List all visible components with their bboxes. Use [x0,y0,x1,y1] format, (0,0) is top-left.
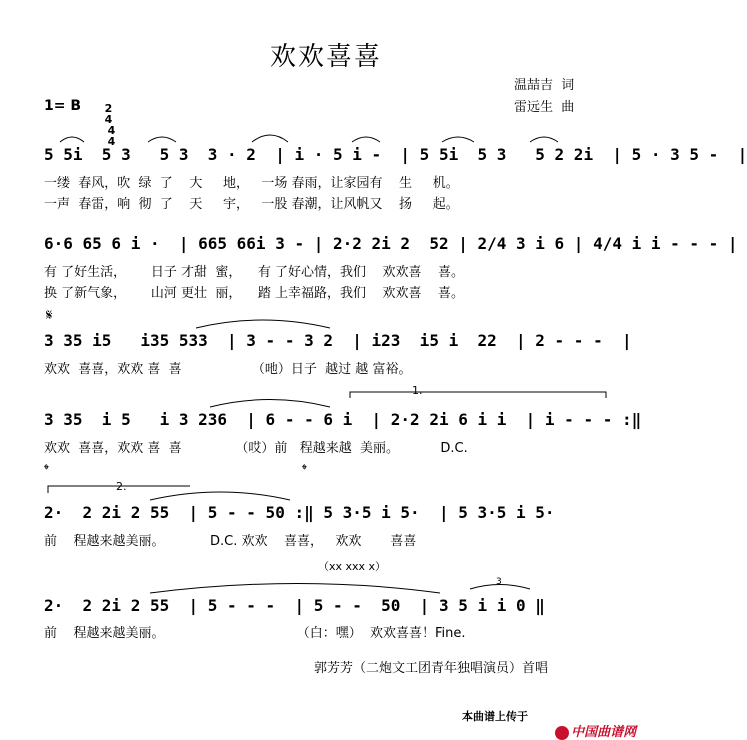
system-6-lyrics: 前 程越来越美丽。 （白：嘿） 欢欢喜喜！Fine. [44,626,466,641]
triplet-label: 3 [496,577,502,587]
system-1-notes: 5 5i 5 3 5 3 3 · 2 | i · 5 i - | 5 5i 5 3 5 2 2i | 5 · 3 5 - | [44,145,747,164]
key-signature: 1= B [44,98,82,114]
coda-sign-left: 𝄌 [44,462,49,478]
system-3-lyrics: 欢欢 喜喜，欢欢 喜 喜 （吔）日子 越过 越 富裕。 [44,362,412,377]
volta-1-label: 1. [412,384,423,397]
slur-2 [148,137,176,142]
slur-6 [530,137,558,142]
lyricist-credit: 温喆吉 词 [514,78,575,93]
site-name: 中国曲谱网 [571,725,637,740]
upload-text: 本曲谱上传于 [462,710,528,723]
slur-8 [210,400,330,408]
slur-5 [442,137,474,142]
time-signature: 2 4 4 4 [104,102,116,148]
system-2-lyrics-verse-1: 有 了好生活， 日子 才甜 蜜， 有 了好心情，我们 欢欢喜 喜。 [44,265,465,280]
system-1-lyrics-verse-2: 一声 春雷，响 彻 了 天 宇， 一股 春潮，让风帆又 扬 起。 [44,197,459,212]
slur-1 [60,137,84,142]
system-2-lyrics-verse-2: 换 了新气象， 山河 更壮 丽， 踏 上幸福路，我们 欢欢喜 喜。 [44,286,465,301]
system-4-lyrics: 欢欢 喜喜，欢欢 喜 喜 （哎）前 程越来越 美丽。 D.C. [44,441,468,456]
coda-sign-right: 𝄌 [302,462,307,478]
volta-2-bracket [48,486,190,493]
system-6-notes: 2· 2 2i 2 55 | 5 - - - | 5 - - 50 | 3 5 i i 0 ‖ [44,596,545,615]
percussion-pattern: （xx xxx x） [318,560,387,573]
slur-4 [352,137,380,142]
slur-3 [252,135,288,142]
system-2-notes: 6·6 65 6 i · | 665 66i 3 - | 2·2 2i 2 52 | 2/4 3 i 6 | 4/4 i i - - - | [44,234,738,253]
slur-10 [150,584,440,594]
system-5-notes: 2· 2 2i 2 55 | 5 - - 50 :‖ 5 3·5 i 5· | 5 3·5 i 5· [44,503,555,522]
volta-2-label: 2. [116,480,127,493]
volta-1-bracket [350,392,606,398]
system-1-lyrics-verse-1: 一缕 春风，吹 绿 了 大 地， 一场 春雨，让家园有 生 机。 [44,176,459,191]
system-3-notes: 3 35 i5 i35 533 | 3 - - 3 2 | i23 i5 i 22 | 2 - - - | [44,331,632,350]
premiere-credit: 郭芳芳（二炮文工团青年独唱演员）首唱 [314,661,549,676]
composer-credit: 雷远生 曲 [514,100,575,115]
slur-9 [150,492,290,500]
system-5-lyrics: 前 程越来越美丽。 D.C. 欢欢 喜喜， 欢欢 喜喜 [44,534,417,549]
song-title: 欢欢喜喜 [269,42,382,72]
slur-7 [196,320,330,328]
segno-sign: 𝄋 [46,306,53,324]
system-4-notes: 3 35 i 5 i 3 236 | 6 - - 6 i | 2·2 2i 6 i i | i - - - :‖ [44,410,642,429]
